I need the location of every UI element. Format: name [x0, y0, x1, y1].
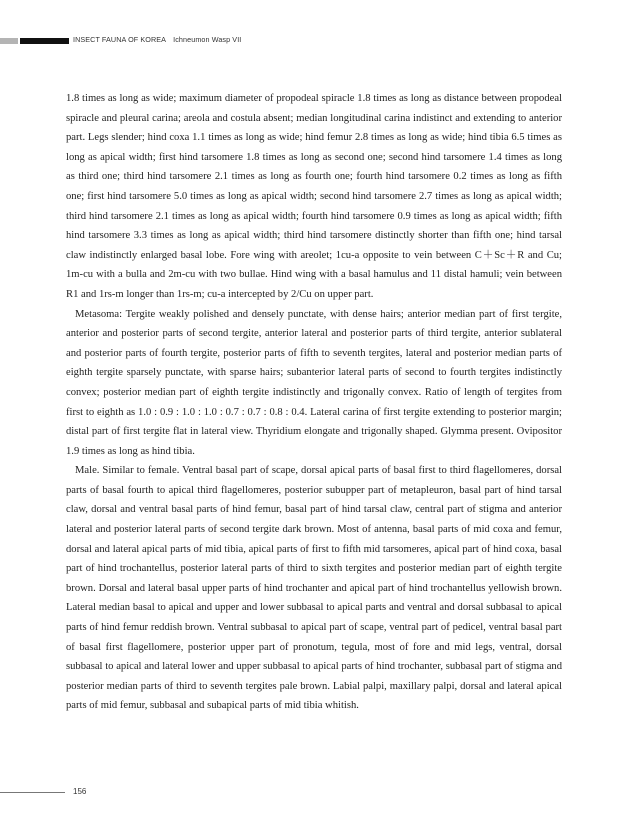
- footer-rule: [0, 792, 65, 793]
- header-gray-bar: [0, 38, 18, 44]
- body-text: [66, 89, 562, 716]
- paragraph-male: Male. Similar to female. Ventral basal part of scape, dorsal apical parts of basal first to third flagellomeres, dorsal parts of basal fourth to apical third flagellomeres, posterior subupper part of metapleuron, basal part of hind tarsal claw, dorsal and ventral basal parts of hind femur, basal part of hind tarsal claw, central part of stigma and anterior lateral and posterior lateral parts of second tergite dark brown. Most of antenna, basal parts of mid coxa and femur, dorsal and lateral apical parts of mid tibia, apical parts of first to fifth mid tarsomeres, apical part of hind coxa, basal part of hind trochantellus, posterior lateral parts of third to sixth tergites and posterior median part of eighth tergite brown. Dorsal and lateral basal upper parts of hind trochanter and apical part of hind trochantellus yellowish brown. Lateral median basal to apical and upper and lower subbasal to apical parts and ventral and dorsal subbasal to apical parts of hind femur reddish brown. Ventral subbasal to apical part of scape, ventral part of pedicel, ventral basal part of basal first flagellomere, posterior upper part of pronotum, tegula, most of fore and mid legs, ventral, dorsal subbasal to apical and lateral lower and upper subbasal to apical parts of hind trochanter, subbasal part of stigma and posterior median parts of third to seventh tergites pale brown. Labial palpi, maxillary palpi, dorsal and lateral apical parts of mid femur, subbasal and subapical parts of mid tibia whitish.: [66, 465, 562, 712]
- paragraph-propodeum-legs-wings: 1.8 times as long as wide; maximum diameter of propodeal spiracle 1.8 times as long as distance between propodeal spiracle and pleural carina; areola and costula absent; median longitudinal carina indistinct and extending to anterior part. Legs slender; hind coxa 1.1 times as long as wide; hind femur 2.8 times as long as wide; hind tibia 6.5 times as long as apical width; first hind tarsomere 1.8 times as long as second one; second hind tarsomere 1.4 times as long as third one; third hind tarsomere 2.1 times as long as fourth one; fourth hind tarsomere 0.2 times as long as fifth one; first hind tarsomere 5.0 times as long as apical width; second hind tarsomere 2.7 times as long as apical width; third hind tarsomere 2.1 times as long as apical width; fourth hind tarsomere 0.9 times as long as apical width; fifth hind tarsomere 3.3 times as long as apical width; third hind tarsomere distinctly shorter than fifth one; hind tarsal claw indistinctly enlarged basal lobe. Fore wing with areolet; 1cu-a opposite to vein between C＋Sc＋R and Cu; 1m-cu with a bulla and 2m-cu with two bullae. Hind wing with a basal hamulus and 11 distal hamuli; vein between R1 and 1rs-m longer than 1rs-m; cu-a intercepted by 2/Cu on upper part.: [66, 93, 562, 300]
- volume-title: Ichneumon Wasp VII: [173, 35, 242, 44]
- header-black-bar: [20, 38, 69, 44]
- series-title: INSECT FAUNA OF KOREA: [73, 35, 167, 44]
- running-header: [73, 35, 241, 44]
- page-number: 156: [73, 787, 87, 796]
- paragraph-metasoma: Metasoma: Tergite weakly polished and densely punctate, with dense hairs; anterior median part of first tergite, anterior and posterior parts of second tergite, anterior lateral and posterior parts of third tergite, anterior sublateral and posterior parts of fourth tergite, posterior parts of fifth to seventh tergites, lateral and posterior median parts of eighth tergite sparsely punctate, with sparse hairs; subanterior lateral parts of second to fourth tergites indistinctly convex; posterior median part of eighth tergite indistinctly and trigonally convex. Ratio of length of tergites from first to eighth as 1.0 : 0.9 : 1.0 : 1.0 : 0.7 : 0.7 : 0.8 : 0.4. Lateral carina of first tergite extending to posterior margin; distal part of first tergite flat in lateral view. Thyridium elongate and trigonally shaped. Glymma present. Ovipositor 1.9 times as long as hind tibia.: [66, 308, 562, 457]
